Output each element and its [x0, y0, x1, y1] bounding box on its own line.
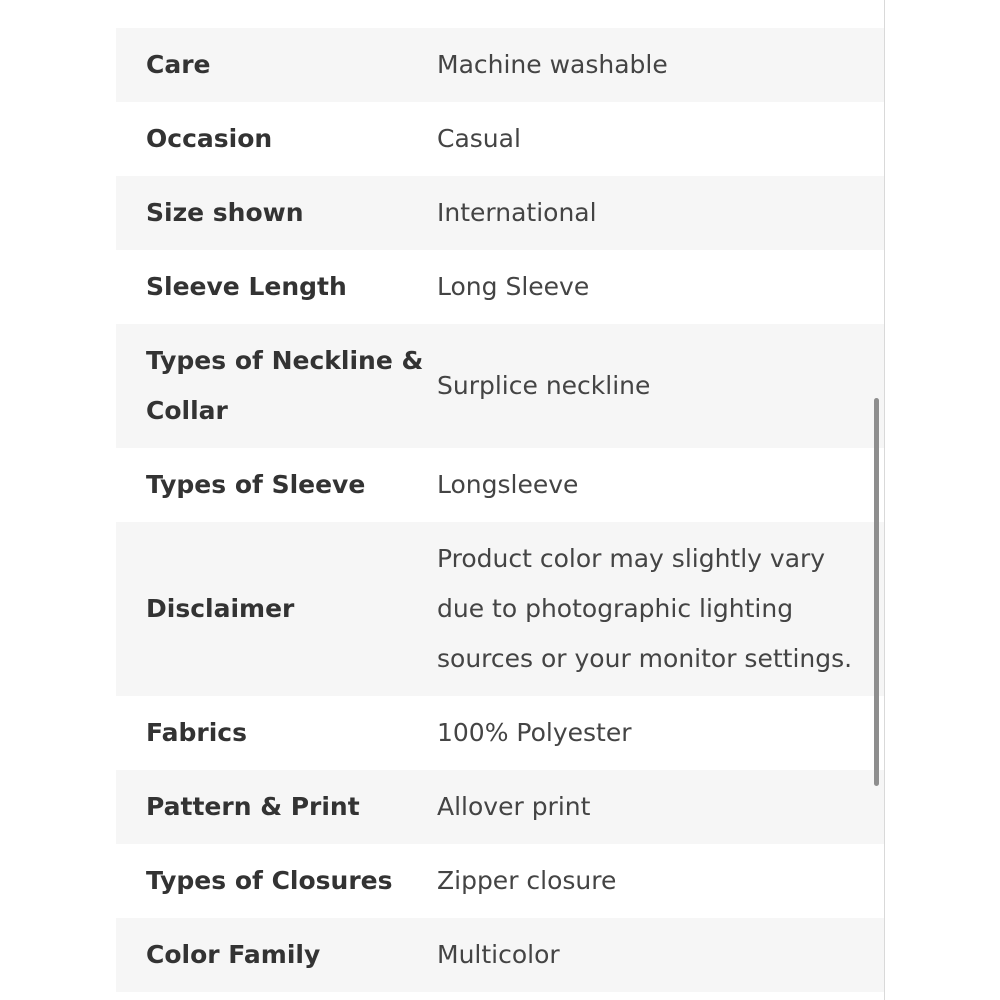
spec-value: Long Sleeve [437, 272, 590, 301]
panel-divider [884, 0, 885, 1000]
spec-label: Types of Neckline & Collar [146, 346, 424, 425]
spec-row-fabrics [116, 696, 884, 770]
spec-row-sleeve-type [116, 448, 884, 522]
spec-label: Disclaimer [146, 594, 295, 623]
spec-value: Zipper closure [437, 866, 617, 895]
spec-label: Pattern & Print [146, 792, 360, 821]
spec-row-care [116, 28, 884, 102]
spec-value: Surplice neckline [437, 371, 651, 400]
spec-row-color-family [116, 918, 884, 992]
scrollbar-thumb[interactable] [874, 398, 879, 786]
spec-value: Longsleeve [437, 470, 579, 499]
spec-value: Product color may slightly vary due to photographic lighting sources or your monitor settings. [437, 544, 853, 673]
spec-value: International [437, 198, 597, 227]
spec-value: Allover print [437, 792, 591, 821]
spec-row-pattern-print [116, 770, 884, 844]
spec-label: Occasion [146, 124, 273, 153]
spec-value: Casual [437, 124, 521, 153]
spec-row-sleeve-length [116, 250, 884, 324]
spec-label: Types of Closures [146, 866, 393, 895]
spec-value: Machine washable [437, 50, 668, 79]
spec-row-neckline-collar [116, 324, 884, 448]
spec-label: Fabrics [146, 718, 247, 747]
spec-value: Multicolor [437, 940, 560, 969]
spec-label: Size shown [146, 198, 304, 227]
spec-row-closures [116, 844, 884, 918]
spec-row-disclaimer [116, 522, 884, 696]
spec-label: Sleeve Length [146, 272, 347, 301]
spec-value: 100% Polyester [437, 718, 632, 747]
spec-table [116, 28, 884, 992]
spec-row-occasion [116, 102, 884, 176]
spec-label: Care [146, 50, 211, 79]
spec-label: Color Family [146, 940, 321, 969]
spec-row-size-shown [116, 176, 884, 250]
spec-label: Types of Sleeve [146, 470, 366, 499]
